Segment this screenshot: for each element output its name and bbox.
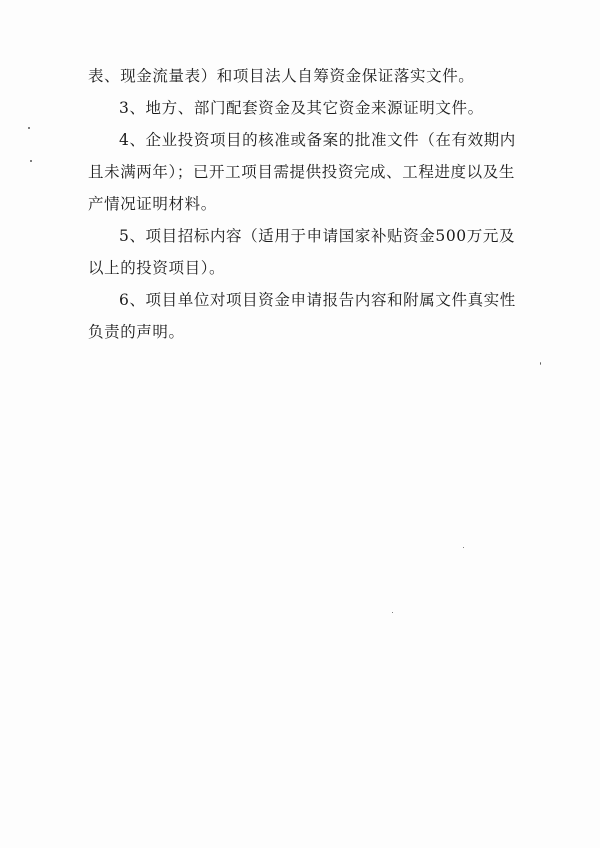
paragraph-item-6: 6、项目单位对项目资金申请报告内容和附属文件真实性负责的声明。 xyxy=(88,291,516,341)
scan-speck xyxy=(463,547,464,548)
scan-speck xyxy=(28,127,30,129)
paragraph-item-3: 3、地方、部门配套资金及其它资金来源证明文件。 xyxy=(119,99,484,117)
scan-speck xyxy=(30,160,32,162)
paragraph-item-4: 4、企业投资项目的核准或备案的批准文件（在有效期内且未满两年）；已开工项目需提供投资完成、工程进度以及生产情况证明材料。 xyxy=(88,131,516,213)
scan-speck xyxy=(540,362,541,365)
paragraph-item-5: 5、项目招标内容（适用于申请国家补贴资金500万元及以上的投资项目）。 xyxy=(88,227,516,277)
document-body xyxy=(88,60,528,348)
paragraph-continuation: 表、现金流量表）和项目法人自筹资金保证落实文件。 xyxy=(88,67,475,85)
scan-speck xyxy=(392,612,393,613)
